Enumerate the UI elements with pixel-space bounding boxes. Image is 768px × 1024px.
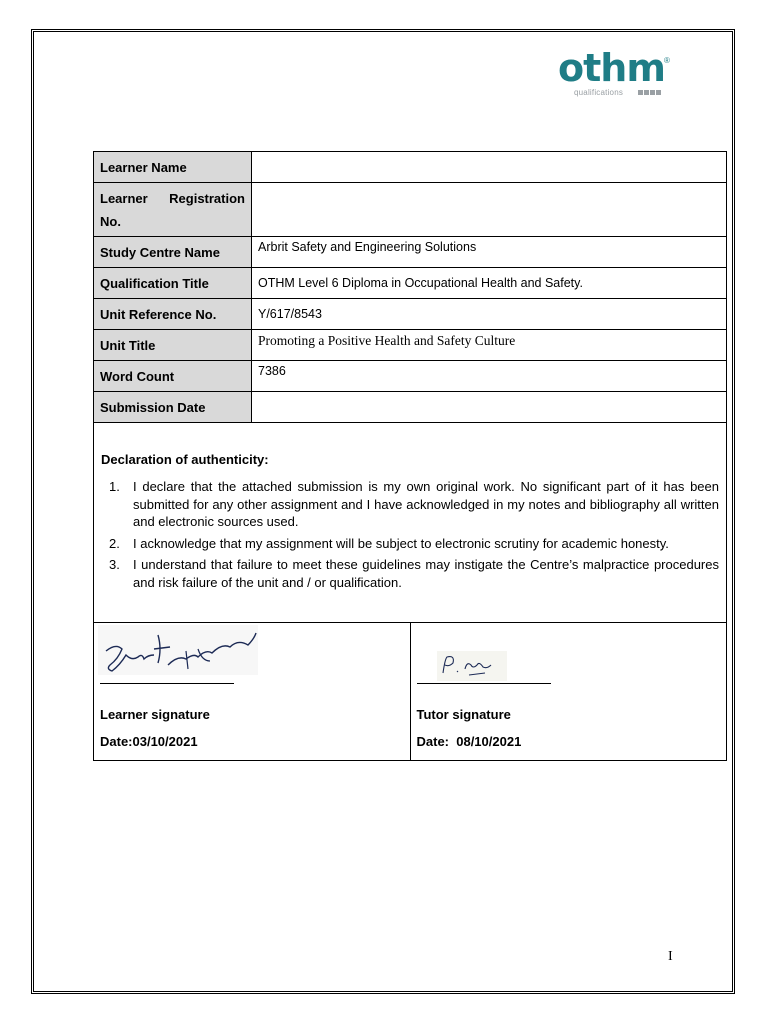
list-item-text: I understand that failure to meet these guidelines may instigate the Centre’s malpractice procedures and risk failure of the unit and / or qualification.: [133, 557, 719, 590]
tutor-signature-date: Date: 08/10/2021: [416, 734, 522, 749]
list-item: [101, 556, 719, 591]
learner-info-table: [93, 151, 727, 423]
study-centre-label: Study Centre Name: [94, 237, 252, 268]
unit-reference-value: Y/617/8543: [252, 299, 727, 330]
list-item: [101, 535, 719, 553]
declaration-list: [101, 478, 719, 595]
qualification-title-value: OTHM Level 6 Diploma in Occupational Health and Safety.: [252, 268, 727, 299]
learner-signature-block: [94, 623, 410, 760]
logo-squares-icon: [638, 90, 661, 95]
word-count-label: Word Count: [94, 361, 252, 392]
list-item-text: I acknowledge that my assignment will be subject to electronic scrutiny for academic honesty.: [133, 535, 669, 551]
tutor-signature-label: Tutor signature: [416, 707, 511, 722]
learner-signature-image: [98, 625, 258, 681]
learner-registration-value: [252, 183, 727, 237]
learner-name-value: [252, 152, 727, 183]
logo-registered-mark: ®: [664, 56, 670, 65]
tutor-signature-block: [410, 623, 727, 760]
list-item-number: 1.: [109, 479, 120, 494]
table-row: [94, 268, 727, 299]
table-row: [94, 299, 727, 330]
unit-title-value: Promoting a Positive Health and Safety Culture: [252, 330, 727, 361]
study-centre-value: Arbrit Safety and Engineering Solutions: [252, 237, 727, 268]
list-item: [101, 478, 719, 531]
othm-logo: [558, 48, 674, 104]
unit-reference-label: Unit Reference No.: [94, 299, 252, 330]
table-row: [94, 237, 727, 268]
learner-signature-label: Learner signature: [100, 707, 210, 722]
qualification-title-label: Qualification Title: [94, 268, 252, 299]
table-row: [94, 330, 727, 361]
word-count-value: 7386: [252, 361, 727, 392]
declaration-heading: Declaration of authenticity:: [101, 452, 269, 467]
unit-title-label: Unit Title: [94, 330, 252, 361]
logo-wordmark: othm: [558, 46, 665, 90]
submission-date-label: Submission Date: [94, 392, 252, 423]
learner-registration-label: Learner Registration No.: [94, 183, 252, 237]
table-row: [94, 152, 727, 183]
learner-signature-date: Date:03/10/2021: [100, 734, 198, 749]
submission-date-value: [252, 392, 727, 423]
table-row: [94, 183, 727, 237]
learner-signature-line: [100, 683, 234, 684]
list-item-number: 3.: [109, 557, 120, 572]
tutor-signature-image: [437, 651, 507, 681]
table-row: [94, 361, 727, 392]
signature-section: [93, 622, 727, 761]
page-number: I: [668, 949, 673, 964]
table-row: [94, 392, 727, 423]
logo-tagline: qualifications: [574, 88, 624, 97]
list-item-number: 2.: [109, 535, 120, 551]
declaration-section: [93, 422, 727, 623]
tutor-signature-line: [417, 683, 551, 684]
list-item-text: I declare that the attached submission is my own original work. No significant part of it has been submitted for any other assignment and I have acknowledged in my notes and bibliography all written and electronic sources used.: [133, 479, 719, 529]
learner-name-label: Learner Name: [94, 152, 252, 183]
